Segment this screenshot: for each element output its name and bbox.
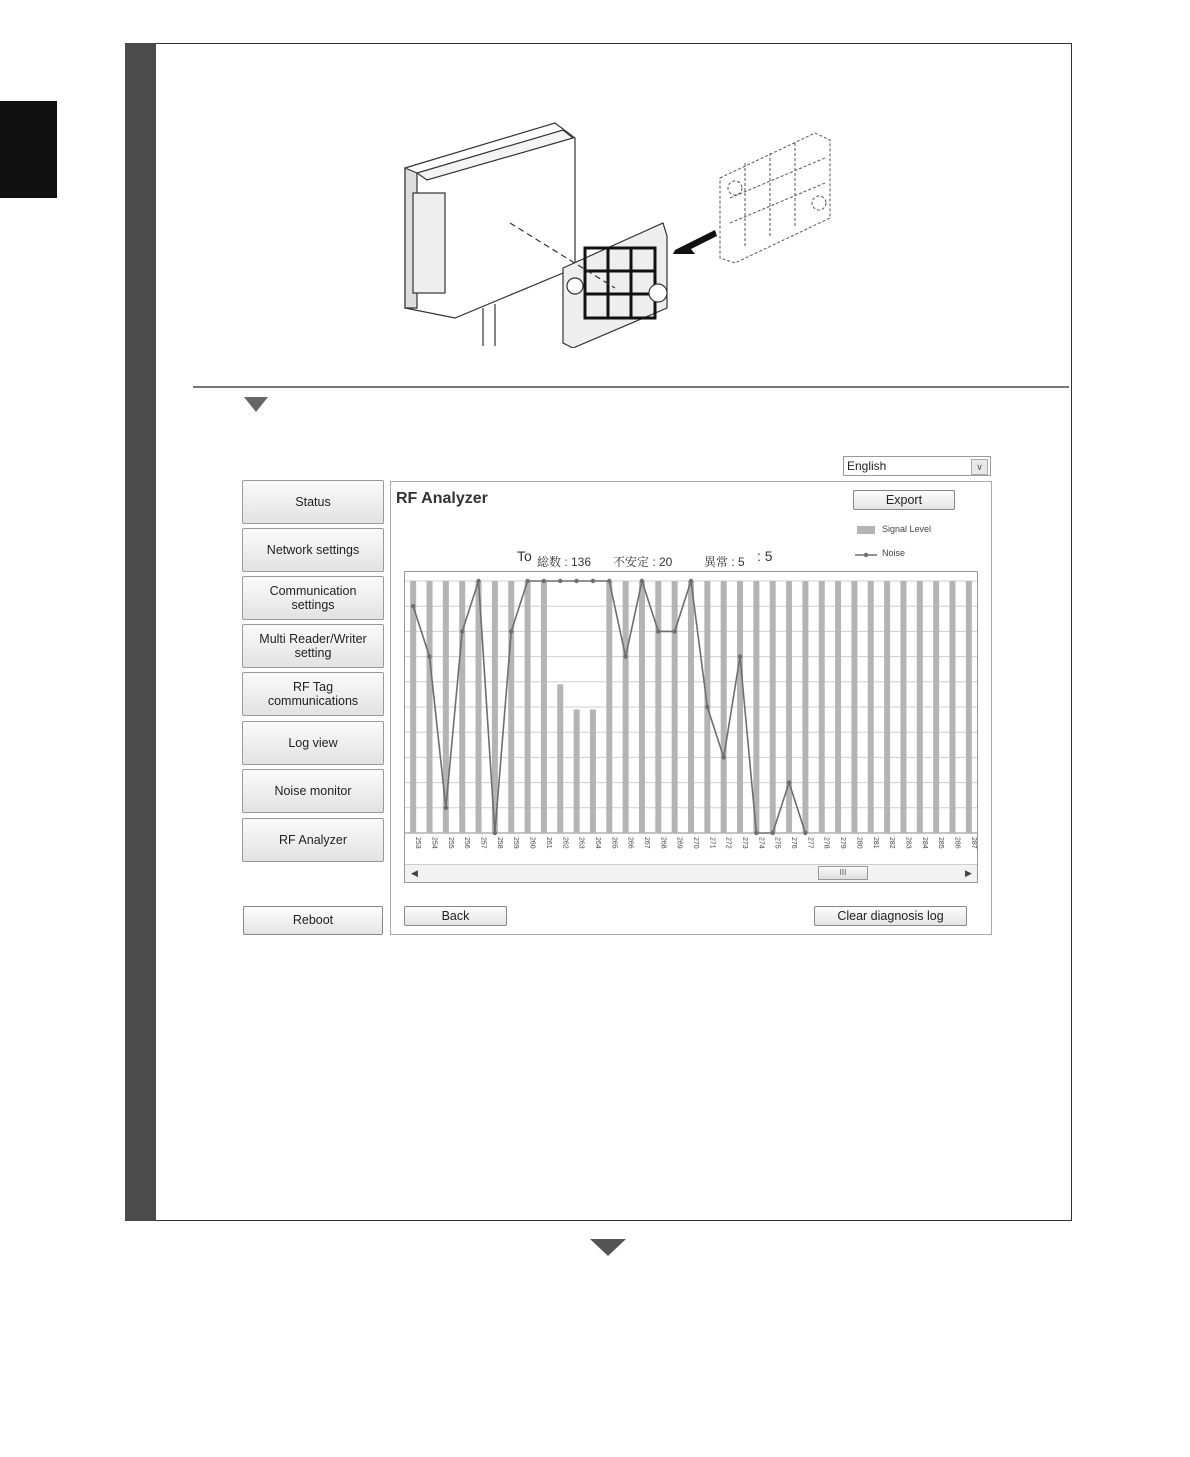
signal-bar [655, 581, 661, 833]
x-tick-label: 266 [626, 837, 634, 849]
language-select-value: English [847, 459, 887, 473]
signal-bar [557, 684, 563, 833]
x-tick-label: 275 [773, 837, 781, 849]
x-tick-label: 277 [806, 837, 814, 849]
x-tick-label: 286 [953, 837, 961, 849]
chapter-tab-marker [0, 101, 57, 198]
noise-point [574, 579, 578, 583]
x-tick-label: 256 [463, 837, 471, 849]
noise-point [721, 755, 725, 759]
rf-analyzer-chart [405, 572, 977, 864]
sidebar-item-multi-reader-writer[interactable]: Multi Reader/Writer setting [242, 624, 384, 668]
signal-bar [770, 581, 776, 833]
legend-signal-swatch [857, 526, 875, 534]
x-tick-label: 273 [741, 837, 749, 849]
language-select[interactable] [843, 456, 991, 476]
signal-bar [868, 581, 874, 833]
noise-point [558, 579, 562, 583]
scroll-thumb[interactable]: III [818, 866, 868, 880]
signal-bar [590, 710, 596, 833]
x-tick-label: 258 [495, 837, 503, 849]
signal-bar [410, 581, 416, 833]
signal-bar [884, 581, 890, 833]
chart-scrollbar[interactable] [405, 864, 977, 882]
noise-point [672, 629, 676, 633]
stats-total: 総数 : 136 [537, 555, 592, 569]
signal-bar [917, 581, 923, 833]
chevron-down-icon[interactable]: ∨ [971, 459, 988, 475]
x-tick-label: 271 [708, 837, 716, 849]
noise-point [771, 831, 775, 835]
back-button[interactable]: Back [404, 906, 507, 926]
signal-bar [525, 581, 531, 833]
noise-point [738, 654, 742, 658]
signal-bar [672, 581, 678, 833]
x-tick-label: 287 [969, 837, 977, 849]
x-tick-label: 260 [528, 837, 536, 849]
signal-bar [639, 581, 645, 833]
noise-point [460, 629, 464, 633]
signal-bar [949, 581, 955, 833]
noise-point [525, 579, 529, 583]
noise-point [705, 705, 709, 709]
x-tick-label: 279 [839, 837, 847, 849]
signal-bar [835, 581, 841, 833]
x-tick-label: 285 [937, 837, 945, 849]
noise-point [656, 629, 660, 633]
x-tick-label: 255 [446, 837, 454, 849]
page-title: RF Analyzer [396, 490, 488, 507]
sidebar-item-noise-monitor[interactable]: Noise monitor [242, 769, 384, 813]
x-tick-label: 282 [888, 837, 896, 849]
noise-point [591, 579, 595, 583]
x-tick-label: 270 [692, 837, 699, 849]
x-tick-label: 283 [904, 837, 912, 849]
x-tick-label: 265 [610, 837, 618, 849]
x-tick-label: 268 [659, 837, 667, 849]
noise-point [803, 831, 807, 835]
stats-suffix: : 5 [757, 548, 773, 564]
sidebar-item-network-settings[interactable]: Network settings [242, 528, 384, 572]
signal-bar [900, 581, 906, 833]
x-tick-label: 262 [561, 837, 569, 849]
step-arrow-icon [244, 397, 268, 412]
legend-noise-swatch [855, 550, 877, 560]
next-step-arrow-icon [590, 1239, 626, 1256]
x-tick-label: 278 [822, 837, 830, 849]
signal-bar [737, 581, 743, 833]
x-tick-label: 261 [544, 837, 552, 849]
signal-bar [427, 581, 433, 833]
legend-signal-label: Signal Level [882, 524, 932, 534]
x-tick-label: 269 [675, 837, 683, 849]
x-tick-label: 263 [577, 837, 585, 849]
signal-bar [574, 710, 580, 833]
sidebar-item-communication-settings[interactable]: Communication settings [242, 576, 384, 620]
scroll-left-icon[interactable]: ◀ [411, 868, 418, 878]
stats-prefix: To [517, 548, 532, 564]
noise-point [444, 806, 448, 810]
x-tick-label: 259 [512, 837, 520, 849]
x-tick-label: 280 [855, 837, 863, 849]
noise-point [640, 579, 644, 583]
signal-bar [851, 581, 857, 833]
x-tick-label: 253 [414, 837, 422, 849]
stats-abnormal: 異常 : 5 [704, 555, 745, 569]
x-tick-labels [414, 837, 977, 849]
signal-bar [688, 581, 694, 833]
noise-point [493, 831, 497, 835]
x-tick-label: 274 [757, 837, 765, 849]
x-tick-label: 254 [430, 837, 438, 849]
reboot-button[interactable]: Reboot [243, 906, 383, 935]
noise-point [754, 831, 758, 835]
noise-point [476, 579, 480, 583]
legend-noise-label: Noise [882, 548, 906, 558]
signal-bars [410, 581, 972, 833]
noise-point [509, 629, 513, 633]
noise-point [542, 579, 546, 583]
noise-point [607, 579, 611, 583]
x-tick-label: 281 [871, 837, 879, 849]
noise-point [787, 780, 791, 784]
signal-bar [508, 581, 514, 833]
scroll-right-icon[interactable]: ▶ [965, 868, 972, 878]
device-illustration [395, 118, 845, 348]
signal-bar [623, 581, 629, 833]
sidebar-item-log-view[interactable]: Log view [242, 721, 384, 765]
signal-bar [819, 581, 825, 833]
noise-point [623, 654, 627, 658]
signal-bar [606, 581, 612, 833]
x-tick-label: 257 [479, 837, 487, 849]
sidebar-item-rf-analyzer[interactable]: RF Analyzer [242, 818, 384, 862]
x-tick-label: 272 [724, 837, 732, 849]
section-divider [193, 386, 1069, 388]
x-tick-label: 276 [790, 837, 798, 849]
signal-bar [459, 581, 465, 833]
x-tick-label: 284 [920, 837, 928, 849]
frame-side-bar [125, 43, 156, 1221]
x-tick-label: 264 [593, 837, 601, 849]
sidebar-item-rf-tag-communications[interactable]: RF Tag communications [242, 672, 384, 716]
signal-bar [753, 581, 759, 833]
clear-diagnosis-log-button[interactable]: Clear diagnosis log [814, 906, 967, 926]
signal-bar [786, 581, 792, 833]
noise-point [689, 579, 693, 583]
stats-unstable: 不安定 : 20 [613, 555, 673, 569]
x-tick-label: 267 [642, 837, 650, 849]
signal-bar [721, 581, 727, 833]
sidebar-item-status[interactable]: Status [242, 480, 384, 524]
signal-bar [966, 581, 972, 833]
export-button[interactable]: Export [853, 490, 955, 510]
noise-point [427, 654, 431, 658]
signal-bar [933, 581, 939, 833]
signal-bar [541, 581, 547, 833]
signal-bar [802, 581, 808, 833]
noise-point [411, 604, 415, 608]
